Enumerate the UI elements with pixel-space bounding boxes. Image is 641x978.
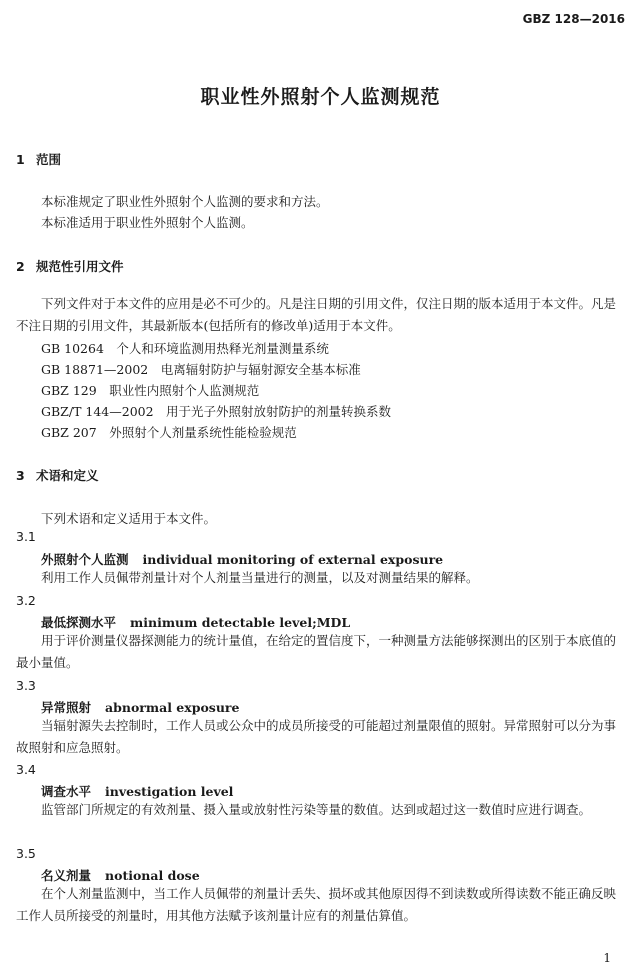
term-name-zh: 异常照射 [41,700,92,715]
term-name [41,613,350,631]
paragraph: 本标准规定了职业性外照射个人监测的要求和方法。 [41,194,329,209]
term-name-zh: 名义剂量 [41,868,92,883]
term-name-en: investigation level [105,784,234,799]
term-name [41,866,200,884]
term-number: 3.1 [16,529,36,544]
term-name-en: abnormal exposure [105,700,240,715]
section-heading-scope [16,150,61,168]
term-name [41,698,239,716]
term-number: 3.4 [16,762,36,777]
paragraph: 下列文件对于本文件的应用是必不可少的。凡是注日期的引用文件，仅注日期的版本适用于本文件。凡是不注日期的引用文件，其最新版本(包括所有的修改单)适用于本文件。 [16,296,617,333]
term-name-en: minimum detectable level;MDL [130,615,351,630]
term-number: 3.3 [16,678,36,693]
section-number: 2 [16,259,25,274]
section-number: 3 [16,468,25,483]
section-title: 范围 [36,152,62,167]
section-title: 术语和定义 [36,468,99,483]
document-title: 职业性外照射个人监测规范 [200,86,441,108]
term-definition: 监管部门所规定的有效剂量、摄入量或放射性污染等量的数值。达到或超过这一数值时应进行调查。 [41,802,592,817]
reference-item: GBZ 129 职业性内照射个人监测规范 [41,383,260,398]
term-name [41,550,443,568]
term-name-zh: 外照射个人监测 [41,552,129,567]
term-name-en: individual monitoring of external exposure [142,552,444,567]
document-code: GBZ 128—2016 [522,12,625,26]
reference-item: GB 18871—2002 电离辐射防护与辐射源安全基本标准 [41,362,361,377]
term-definition: 在个人剂量监测中，当工作人员佩带的剂量计丢失、损坏或其他原因得不到读数或所得读数不能正确反映工作人员所接受的剂量时，用其他方法赋予该剂量计应有的剂量估算值。 [16,886,617,923]
reference-item: GBZ/T 144—2002 用于光子外照射放射防护的剂量转换系数 [41,404,392,419]
paragraph: 本标准适用于职业性外照射个人监测。 [41,215,254,230]
reference-item: GB 10264 个人和环境监测用热释光剂量测量系统 [41,341,329,356]
term-name-en: notional dose [105,868,200,883]
term-definition: 当辐射源失去控制时，工作人员或公众中的成员所接受的可能超过剂量限值的照射。异常照射可以分为事故照射和应急照射。 [16,718,617,755]
term-name-zh: 最低探测水平 [41,615,117,630]
term-name-zh: 调查水平 [41,784,92,799]
section-heading-normative-references [16,257,124,275]
page-number: 1 [603,951,611,965]
reference-item: GBZ 207 外照射个人剂量系统性能检验规范 [41,425,297,440]
section-number: 1 [16,152,25,167]
term-definition: 利用工作人员佩带剂量计对个人剂量当量进行的测量，以及对测量结果的解释。 [41,570,479,585]
term-definition: 用于评价测量仪器探测能力的统计量值，在给定的置信度下，一种测量方法能够探测出的区别于本底值的最小量值。 [16,633,617,670]
term-number: 3.2 [16,593,36,608]
section-heading-terms-and-definitions [16,466,99,484]
term-number: 3.5 [16,846,36,861]
term-name [41,782,233,800]
paragraph: 下列术语和定义适用于本文件。 [41,511,217,526]
section-title: 规范性引用文件 [36,259,124,274]
